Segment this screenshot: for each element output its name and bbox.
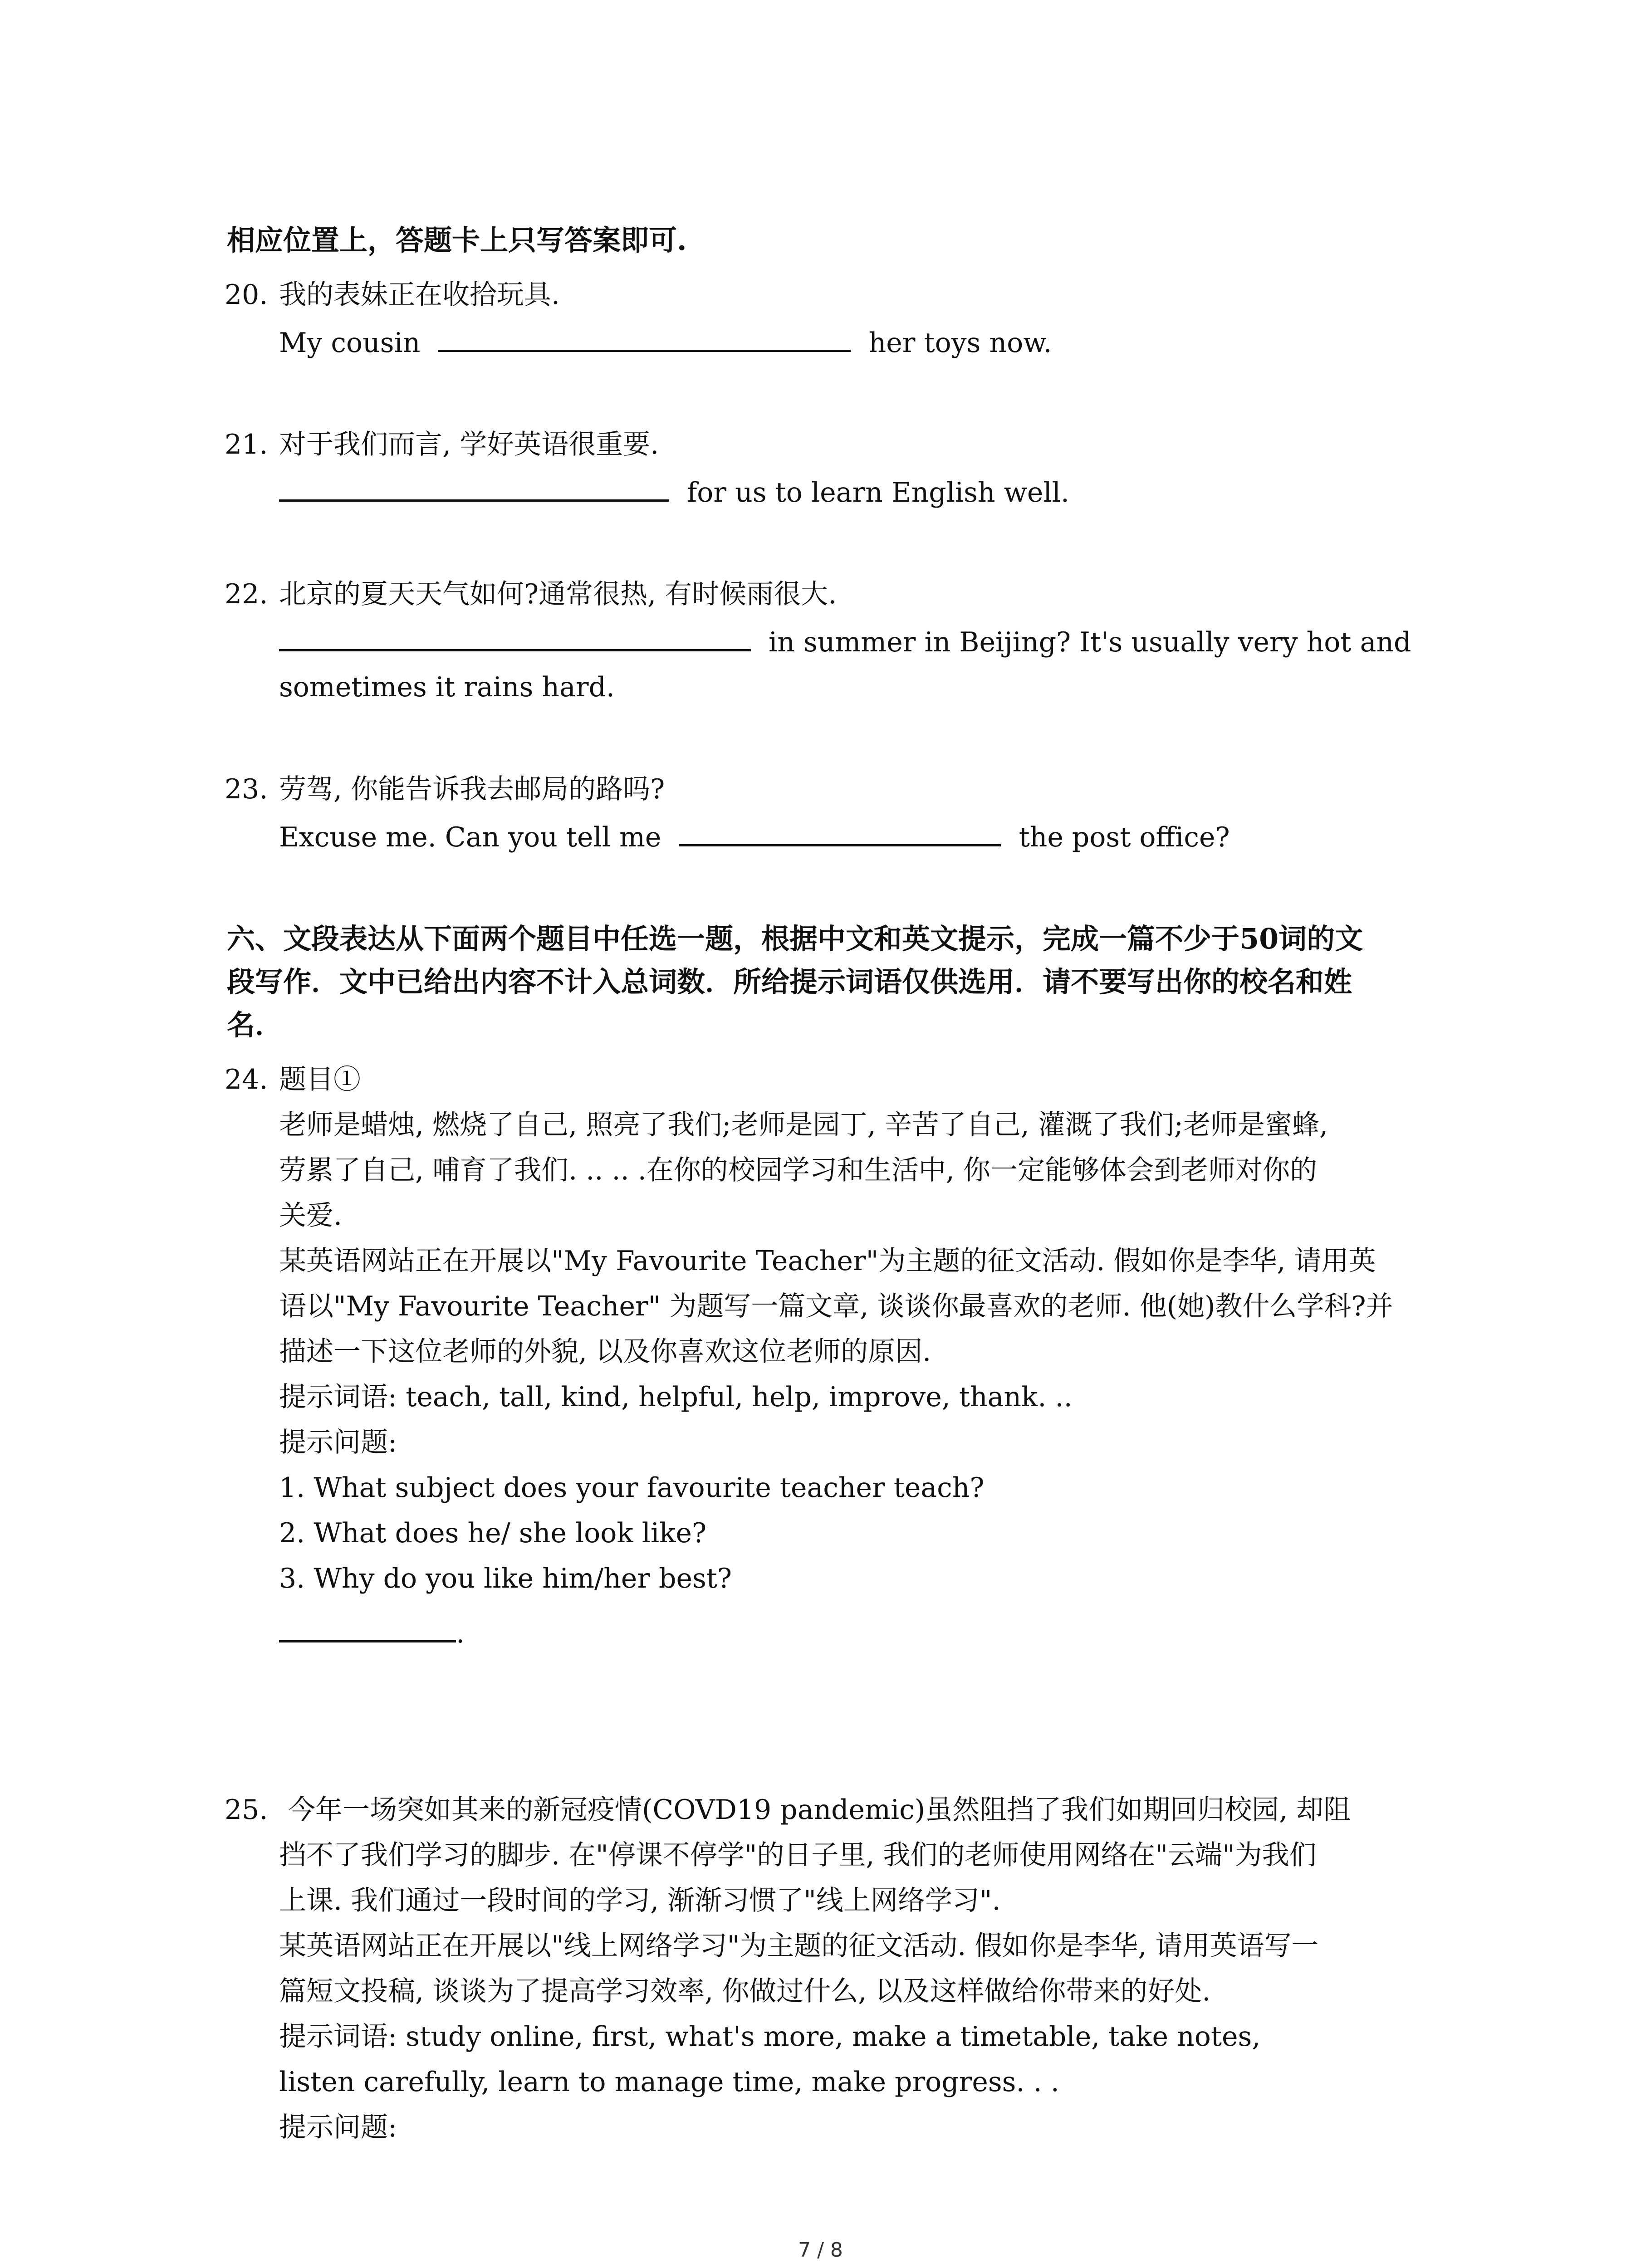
q20-before: My cousin [279, 327, 421, 359]
q20-prompt: 我的表妹正在收拾玩具. [279, 279, 560, 311]
q24-hint-question-2: 2. What does he/ she look like? [279, 1517, 707, 1549]
q25-hint-words-line1: 提示词语: study online, first, what's more, make a timetable, take notes, [279, 2021, 1261, 2053]
q24-paragraph-line: 语以"My Favourite Teacher" 为题写一篇文章, 谈谈你最喜欢的老师. 他(她)教什么学科?并 [279, 1290, 1393, 1322]
q23-answer-blank[interactable] [679, 819, 1001, 846]
q23-after: the post office? [1019, 821, 1230, 853]
q23-sentence [279, 819, 1230, 855]
q24-paragraph-line: 描述一下这位老师的外貌, 以及你喜欢这位老师的原因. [279, 1336, 931, 1368]
q20-answer-blank[interactable] [438, 324, 851, 352]
q21-number: 21. [225, 429, 268, 460]
page-number: 7 / 8 [798, 2239, 843, 2262]
q20-sentence [279, 324, 1052, 361]
q22-prompt: 北京的夏天天气如何?通常很热, 有时候雨很大. [279, 578, 837, 610]
q21-sentence [279, 474, 1069, 511]
q24-hint-question-3: 3. Why do you like him/her best? [279, 1563, 732, 1594]
q21-after: for us to learn English well. [687, 477, 1069, 508]
q24-answer-period: . [456, 1618, 465, 1649]
q22-answer-blank[interactable] [279, 624, 751, 651]
q21-prompt: 对于我们而言, 学好英语很重要. [279, 429, 659, 460]
section6-instruction-line2: 段写作．文中已给出内容不计入总词数．所给提示词语仅供选用．请不要写出你的校名和姓 [227, 965, 1352, 998]
q20-after: her toys now. [868, 327, 1052, 359]
q25-paragraph-line: 某英语网站正在开展以"线上网络学习"为主题的征文活动. 假如你是李华, 请用英语写一 [279, 1930, 1319, 1962]
q23-number: 23. [225, 773, 268, 805]
q22-sentence [279, 624, 1411, 660]
q22-number: 22. [225, 578, 268, 610]
q24-paragraph-line: 某英语网站正在开展以"My Favourite Teacher"为主题的征文活动. 假如你是李华, 请用英 [279, 1245, 1376, 1277]
section6-instruction-line3: 名． [227, 1008, 284, 1041]
section6-instruction-line1: 六、文段表达从下面两个题目中任选一题，根据中文和英文提示，完成一篇不少于50词的文 [227, 922, 1363, 955]
q24-hint-questions-label: 提示问题: [279, 1427, 397, 1458]
q25-paragraph-line: 上课. 我们通过一段时间的学习, 渐渐习惯了"线上网络学习". [279, 1885, 1001, 1916]
q22-sentence-line2: sometimes it rains hard. [279, 671, 615, 703]
q25-hint-questions-label: 提示问题: [279, 2112, 397, 2143]
q24-answer-blank[interactable] [279, 1615, 456, 1642]
q23-prompt: 劳驾, 你能告诉我去邮局的路吗? [279, 773, 665, 805]
q25-paragraph-line: 篇短文投稿, 谈谈为了提高学习效率, 你做过什么, 以及这样做给你带来的好处. [279, 1975, 1211, 2007]
q25-hint-words-line2: listen carefully, learn to manage time, make progress. . . [279, 2066, 1059, 2098]
q24-paragraph-line: 老师是蜡烛, 燃烧了自己, 照亮了我们;老师是园丁, 辛苦了自己, 灌溉了我们;老师是蜜蜂, [279, 1109, 1328, 1141]
q22-after: in summer in Beijing? It's usually very hot and [769, 626, 1411, 658]
q23-before: Excuse me. Can you tell me [279, 821, 661, 853]
section5-instruction-tail: 相应位置上，答题卡上只写答案即可. [227, 224, 687, 257]
q25-paragraph-line: 挡不了我们学习的脚步. 在"停课不停学"的日子里, 我们的老师使用网络在"云端"为我们 [279, 1839, 1317, 1871]
q24-title: 题目① [279, 1064, 361, 1095]
q24-answer-area [279, 1615, 465, 1652]
q25-number: 25. [225, 1794, 268, 1826]
q24-hint-words: 提示词语: teach, tall, kind, helpful, help, improve, thank. .. [279, 1381, 1073, 1413]
q24-paragraph-line: 劳累了自己, 哺育了我们. .. .. .在你的校园学习和生活中, 你一定能够体会到老师对你的 [279, 1154, 1317, 1186]
q25-paragraph-line: 今年一场突如其来的新冠疫情(COVD19 pandemic)虽然阻挡了我们如期回归校园, 却阻 [288, 1794, 1351, 1826]
q21-answer-blank[interactable] [279, 474, 669, 502]
q24-number: 24. [225, 1064, 268, 1095]
q20-number: 20. [225, 279, 268, 311]
q24-paragraph-line: 关爱. [279, 1200, 343, 1232]
q24-hint-question-1: 1. What subject does your favourite teacher teach? [279, 1472, 985, 1504]
